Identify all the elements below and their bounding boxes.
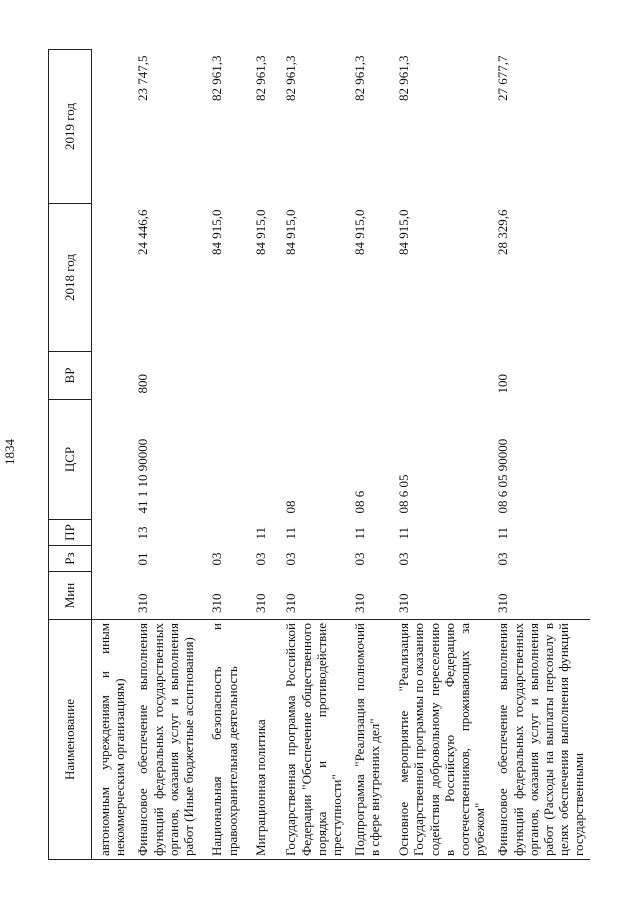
cell-name: Основное мероприятие "Реализация Государственной программы по оказанию содействия добровольному переселению в Российскую Федерацию соотечественников, проживающих за рубежом" bbox=[391, 620, 490, 860]
cell-y2019 bbox=[92, 50, 131, 204]
cell-y2019: 82 961,3 bbox=[283, 55, 299, 101]
cell-pr: 11 bbox=[283, 526, 299, 540]
cell-name: Государственная программа Российской Федерации "Обеспечение общественного порядка и противодействие преступности" bbox=[278, 620, 347, 860]
cell-csr bbox=[92, 400, 131, 520]
header-vr: ВР bbox=[49, 352, 92, 400]
header-2018: 2018 год bbox=[49, 204, 92, 352]
cell-csr: 41 1 10 90000 bbox=[135, 438, 151, 514]
cell-y2018: 84 915,0 bbox=[283, 209, 299, 255]
cell-vr: 100 bbox=[495, 374, 511, 394]
cell-rz: 03 bbox=[495, 552, 511, 566]
cell-min: 310 bbox=[396, 593, 412, 613]
cell-pr: 11 bbox=[495, 526, 511, 540]
cell-name: Подпрограмма "Реализация полномочий в сфере внутренних дел" bbox=[347, 620, 391, 860]
header-2019: 2019 год bbox=[49, 50, 92, 204]
cell-pr bbox=[204, 520, 248, 546]
cell-min: 310 bbox=[352, 593, 368, 613]
table-body bbox=[92, 50, 590, 860]
cell-rz: 03 bbox=[209, 552, 225, 566]
cell-name: Финансовое обеспечение выполнения функций федеральных государственных органов, оказания услуг и выполнения работ (Расходы на выплаты персоналу в целях обеспечения выполнения функций государственными bbox=[490, 620, 589, 860]
cell-rz: 03 bbox=[253, 552, 269, 566]
cell-rz: 03 bbox=[352, 552, 368, 566]
cell-pr: 13 bbox=[135, 526, 151, 540]
cell-name: автономным учреждениям и иным некоммерческим организациям) bbox=[92, 620, 131, 860]
cell-pr: 11 bbox=[352, 526, 368, 540]
rotated-table-container bbox=[48, 50, 588, 860]
cell-name: Миграционная политика bbox=[248, 620, 278, 860]
cell-y2019: 27 677,7 bbox=[495, 55, 511, 101]
cell-vr bbox=[248, 352, 278, 400]
cell-name: Финансовое обеспечение выполнения функций федеральных государственных органов, оказания услуг и выполнения работ (Иные бюджетные ассигнования) bbox=[130, 620, 204, 860]
cell-vr bbox=[204, 352, 248, 400]
cell-csr bbox=[204, 400, 248, 520]
cell-y2019: 82 961,3 bbox=[396, 55, 412, 101]
header-csr: ЦСР bbox=[49, 400, 92, 520]
cell-vr bbox=[347, 352, 391, 400]
page-number: 1834 bbox=[2, 439, 17, 465]
cell-vr bbox=[92, 352, 131, 400]
table-row bbox=[130, 50, 204, 860]
cell-vr: 800 bbox=[135, 374, 151, 394]
cell-y2018: 84 915,0 bbox=[253, 209, 269, 255]
cell-y2019: 82 961,3 bbox=[352, 55, 368, 101]
cell-rz: 01 bbox=[135, 552, 151, 566]
cell-rz: 03 bbox=[396, 552, 412, 566]
cell-y2018 bbox=[92, 204, 131, 352]
cell-rz bbox=[92, 546, 131, 572]
header-name: Наименование bbox=[49, 620, 92, 860]
cell-csr bbox=[248, 400, 278, 520]
cell-pr bbox=[92, 520, 131, 546]
cell-y2019: 82 961,3 bbox=[253, 55, 269, 101]
cell-y2019: 82 961,3 bbox=[209, 55, 225, 101]
table-row bbox=[490, 50, 589, 860]
cell-csr: 08 6 05 90000 bbox=[495, 438, 511, 514]
cell-rz: 03 bbox=[283, 552, 299, 566]
cell-name: Национальная безопасность и правоохранительная деятельность bbox=[204, 620, 248, 860]
cell-pr: 11 bbox=[253, 526, 269, 540]
cell-csr: 08 6 05 bbox=[396, 474, 412, 514]
table-header-row bbox=[49, 50, 92, 860]
cell-y2018: 84 915,0 bbox=[396, 209, 412, 255]
cell-min: 310 bbox=[283, 593, 299, 613]
cell-min: 310 bbox=[209, 593, 225, 613]
cell-csr: 08 bbox=[283, 500, 299, 514]
cell-y2018: 84 915,0 bbox=[209, 209, 225, 255]
cell-y2018: 28 329,6 bbox=[495, 209, 511, 255]
cell-vr bbox=[278, 352, 347, 400]
table-row bbox=[347, 50, 391, 860]
table-row bbox=[92, 50, 131, 860]
table-row bbox=[391, 50, 490, 860]
header-min: Мин bbox=[49, 572, 92, 620]
cell-min: 310 bbox=[135, 593, 151, 613]
cell-csr: 08 6 bbox=[352, 490, 368, 514]
table-row bbox=[248, 50, 278, 860]
table-row bbox=[204, 50, 248, 860]
cell-y2019: 23 747,5 bbox=[135, 55, 151, 101]
cell-pr: 11 bbox=[396, 526, 412, 540]
cell-min bbox=[92, 572, 131, 620]
table-row bbox=[278, 50, 347, 860]
cell-min: 310 bbox=[253, 593, 269, 613]
cell-y2018: 24 446,6 bbox=[135, 209, 151, 255]
header-rz: Рз bbox=[49, 546, 92, 572]
header-pr: ПР bbox=[49, 520, 92, 546]
cell-y2018: 84 915,0 bbox=[352, 209, 368, 255]
cell-min: 310 bbox=[495, 593, 511, 613]
budget-table bbox=[48, 49, 590, 860]
cell-vr bbox=[391, 352, 490, 400]
